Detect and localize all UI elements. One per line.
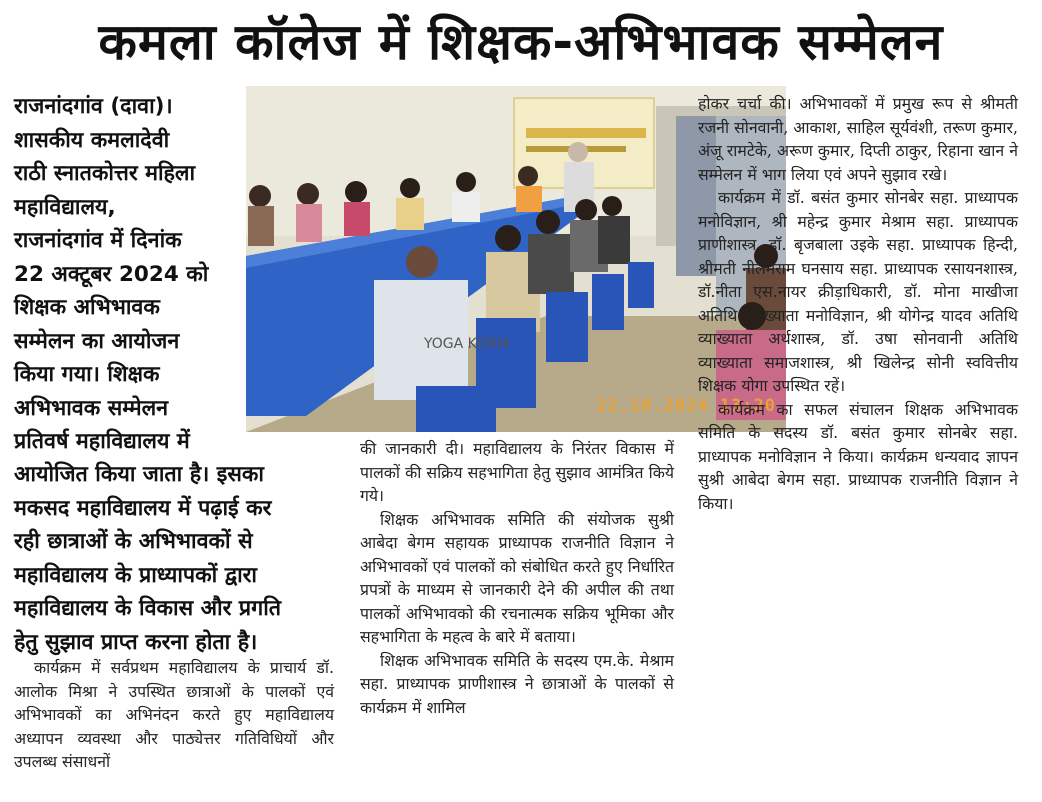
lead-line: शिक्षक अभिभावक — [14, 295, 160, 320]
paragraph: की जानकारी दी। महाविद्यालय के निरंतर विकास में पालकों की सक्रिय सहभागिता हेतु सुझाव आमंत्रित किये गये। — [360, 439, 674, 505]
lead-line: अभिभावक सम्मेलन — [14, 395, 169, 421]
paragraph: होकर चर्चा की। अभिभावकों में प्रमुख रूप से श्रीमती रजनी सोनवानी, आकाश, साहिल सूर्यवंशी, तरूण कुमार, अंजू रामटेके, अरूण कुमार, दिप्ती ठाकुर, रिहाना खान ने सम्मेलन में भाग लिया एवं अपने सुझाव रखे। — [698, 94, 1018, 184]
lead-line: आयोजित किया जाता है। इसका — [14, 462, 264, 487]
lead-line: महाविद्यालय, — [14, 194, 116, 220]
lead-line: हेतु सुझाव प्राप्त करना होता है। — [14, 629, 258, 655]
photo-timestamp: 22.10.2024 13:20 — [596, 396, 776, 416]
column-2 — [360, 437, 674, 719]
paragraph: शिक्षक अभिभावक समिति की संयोजक सुश्री आबेदा बेगम सहायक प्राध्यापक राजनीति विज्ञान ने अभिभावकों एवं पालकों को संबोधित करते हुए निर्धारित प्रपत्रों के माध्यम से जानकारी देने की अपील की तथा पालकों अभिभावको की रचनात्मक सक्रिय भूमिका और सहभागिता के महत्व के बारे में बताया। — [360, 509, 674, 646]
lead-line: शासकीय कमलादेवी — [14, 127, 170, 153]
lead-line: मकसद महाविद्यालय में पढ़ाई कर — [14, 495, 272, 521]
lead-line: महाविद्यालय के विकास और प्रगति — [14, 596, 282, 621]
lead-line: रही छात्राओं के अभिभावकों से — [14, 529, 253, 554]
paragraph: शिक्षक अभिभावक समिति के सदस्य एम.के. मेश्राम सहा. प्राध्यापक प्राणीशास्त्र ने छात्राओं के पालकों से कार्यक्रम में शामिल — [360, 650, 674, 717]
lead-narrow — [14, 90, 242, 459]
column-1 — [14, 656, 334, 774]
lead-wide — [14, 458, 334, 659]
paragraph: कार्यक्रम में सर्वप्रथम महाविद्यालय के प्राचार्य डॉ. आलोक मिश्रा ने उपस्थित छात्राओं के पालकों एवं अभिभावकों का अभिनंदन करते हुए महाविद्यालय अध्यापन व्यवस्था और पाठ्येत्तर गतिविधियों और उपलब्ध संसाधनों — [14, 658, 334, 771]
lead-line: राजनांदगांव (दावा)। — [14, 94, 173, 119]
lead-line: राठी स्नातकोत्तर महिला — [14, 161, 196, 186]
lead-line: सम्मेलन का आयोजन — [14, 328, 180, 354]
paragraph: कार्यक्रम में डॉ. बसंत कुमार सोनबेर सहा. प्राध्यापक मनोविज्ञान, श्री महेन्द्र कुमार मेश्राम सहा. प्राध्यापक प्राणीशास्त्र, डॉ. बृजबाला उइके सहा. प्राध्यापक हिन्दी, श्रीमती नीलमराम घनसाय सहा. प्राध्यापक रसायनशास्त्र, डॉ.नीता एस.नायर क्रीड़ाधिकारी, डॉ. मोना माखीजा अतिथि व्याख्याता मनोविज्ञान, श्री योगेन्द्र यादव अतिथि व्याख्याता अर्थशास्त्र, डॉ. उषा सोनवानी अतिथि व्याख्याता समाजशास्त्र, श्री खिलेन्द्र सोनी स्ववित्तीय शिक्षक योगा उपस्थित रहें। — [698, 188, 1018, 395]
lead-line: महाविद्यालय के प्राध्यापकों द्वारा — [14, 562, 258, 588]
lead-line: प्रतिवर्ष महाविद्यालय में — [14, 429, 190, 454]
column-3 — [698, 92, 1018, 515]
lead-line: 22 अक्टूबर 2024 को — [14, 261, 209, 287]
headline: कमला कॉलेज में शिक्षक-अभिभावक सम्मेलन — [98, 13, 944, 71]
lead-line: राजनांदगांव में दिनांक — [14, 228, 182, 253]
lead-line: किया गया। शिक्षक — [14, 362, 160, 387]
paragraph: कार्यक्रम का सफल संचालन शिक्षक अभिभावक समिति के सदस्य डॉ. बसंत कुमार सोनबेर सहा. प्राध्यापक मनोविज्ञान ने किया। कार्यक्रम धन्यवाद ज्ञापन सुश्री आबेदा बेगम सहा. प्राध्यापक राजनीति विज्ञान ने किया। — [698, 399, 1018, 513]
shirt-text: YOGA KDRM — [424, 336, 510, 352]
